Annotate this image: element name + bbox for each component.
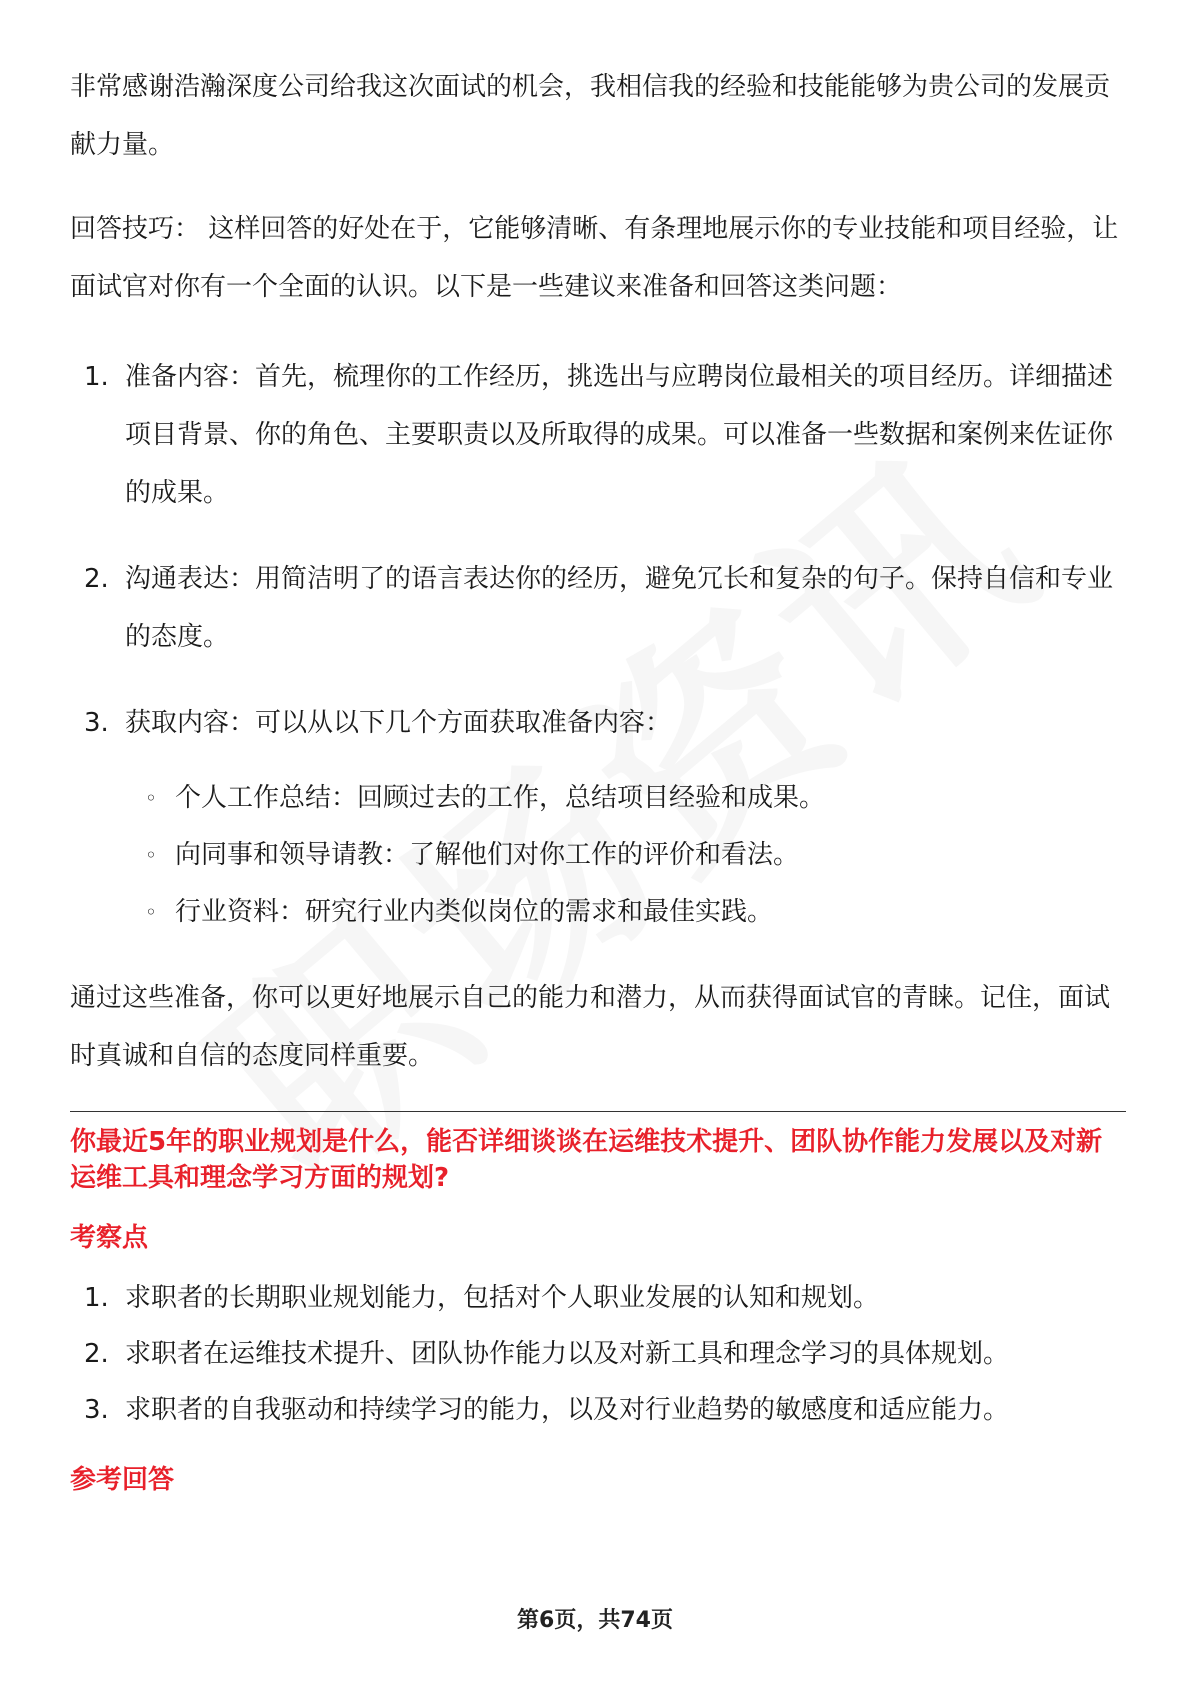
source-text: 个人工作总结：回顾过去的工作，总结项目经验和成果。 [175, 783, 826, 813]
point-number: 2. [84, 1339, 109, 1369]
step-item [70, 694, 1120, 941]
point-number: 1. [84, 1283, 109, 1313]
step-item [70, 550, 1120, 666]
conclusion-paragraph: 通过这些准备，你可以更好地展示自己的能力和潜力，从而获得面试官的青睐。记住，面试时真诚和自信的态度同样重要。 [70, 983, 1111, 1071]
step-number: 3. [84, 708, 109, 738]
source-text: 向同事和领导请教：了解他们对你工作的评价和看法。 [175, 840, 800, 870]
section-divider [70, 1111, 1126, 1112]
point-item [70, 1270, 1120, 1326]
reference-answer-heading: 参考回答 [70, 1465, 175, 1495]
step-item [70, 348, 1120, 522]
step-number: 2. [84, 564, 109, 594]
step-number: 1. [84, 362, 109, 392]
point-text: 求职者的自我驱动和持续学习的能力，以及对行业趋势的敏感度和适应能力。 [125, 1395, 1010, 1425]
preparation-steps [70, 348, 1120, 941]
kaocha-heading: 考察点 [70, 1223, 149, 1253]
point-text: 求职者的长期职业规划能力，包括对个人职业发展的认知和规划。 [125, 1283, 880, 1313]
source-item [145, 770, 1120, 827]
source-text: 行业资料：研究行业内类似岗位的需求和最佳实践。 [175, 897, 774, 927]
page-content [70, 58, 1120, 1512]
source-list [125, 770, 1120, 941]
page-footer: 第6页，共74页 [517, 1608, 673, 1633]
assessment-points [70, 1270, 1120, 1438]
point-text: 求职者在运维技术提升、团队协作能力以及对新工具和理念学习的具体规划。 [125, 1339, 1010, 1369]
source-item [145, 827, 1120, 884]
bullet-icon: ◦ [145, 786, 157, 810]
tip-paragraph: 回答技巧： 这样回答的好处在于，它能够清晰、有条理地展示你的专业技能和项目经验，让面试官对你有一个全面的认识。以下是一些建议来准备和回答这类问题： [70, 214, 1119, 302]
source-item [145, 884, 1120, 941]
step-text: 获取内容：可以从以下几个方面获取准备内容： [125, 708, 672, 738]
step-text: 准备内容：首先，梳理你的工作经历，挑选出与应聘岗位最相关的项目经历。详细描述项目背景、你的角色、主要职责以及所取得的成果。可以准备一些数据和案例来佐证你的成果。 [125, 362, 1114, 508]
question-title: 你最近5年的职业规划是什么，能否详细谈谈在运维技术提升、团队协作能力发展以及对新运维工具和理念学习方面的规划? [70, 1127, 1103, 1193]
bullet-icon: ◦ [145, 843, 157, 867]
step-text: 沟通表达：用简洁明了的语言表达你的经历，避免冗长和复杂的句子。保持自信和专业的态度。 [125, 564, 1114, 652]
bullet-icon: ◦ [145, 900, 157, 924]
point-item [70, 1382, 1120, 1438]
point-number: 3. [84, 1395, 109, 1425]
point-item [70, 1326, 1120, 1382]
intro-paragraph: 非常感谢浩瀚深度公司给我这次面试的机会，我相信我的经验和技能能够为贵公司的发展贡献力量。 [70, 72, 1111, 160]
